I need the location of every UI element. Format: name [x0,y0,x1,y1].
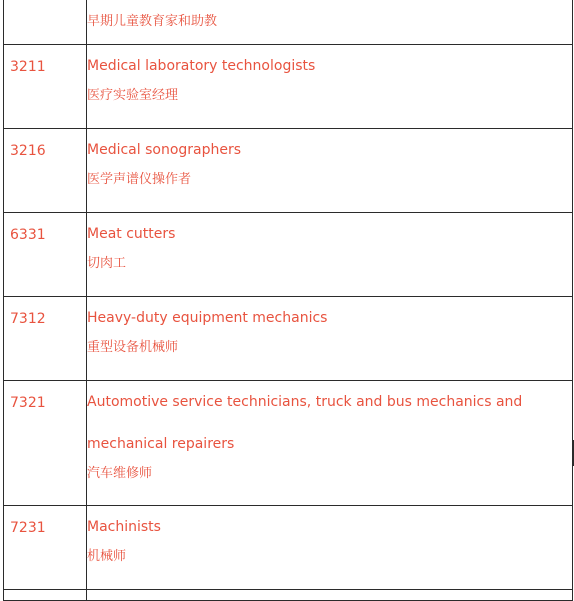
table-row [4,590,573,601]
noc-code-cell [4,590,87,601]
occupation-chinese: 汽车维修师 [87,466,153,481]
occupation-chinese: 重型设备机械师 [87,340,179,355]
occupation-chinese: 医学声谱仪操作者 [87,172,192,187]
occupation-english: Medical laboratory technologists [87,58,316,74]
noc-code-cell [4,129,87,213]
occupation-english: Medical sonographers [87,142,242,158]
occupation-english: Meat cutters [87,226,176,242]
occupation-english: Automotive service technicians, truck and bus mechanics and mechanical repairers [87,394,523,452]
table-row [4,381,573,506]
occupation-chinese: 机械师 [87,549,127,564]
occupation-cell [87,213,573,297]
noc-code-cell [4,45,87,129]
noc-code-cell [4,297,87,381]
table-row [4,45,573,129]
noc-code-cell [4,0,87,45]
table-row [4,506,573,590]
noc-code: 7231 [10,520,46,536]
noc-code: 7312 [10,311,46,327]
noc-code: 3216 [10,143,46,159]
occupation-cell [87,590,573,601]
table-row [4,297,573,381]
occupation-table [3,0,573,601]
occupation-cell [87,381,573,506]
table-row [4,213,573,297]
occupation-chinese: 早期儿童教育家和助教 [87,14,218,29]
noc-code-cell [4,381,87,506]
occupation-english: Machinists [87,519,161,535]
noc-code: 3211 [10,59,46,75]
noc-code-cell [4,506,87,590]
noc-code: 7321 [10,395,46,411]
occupation-english: Heavy-duty equipment mechanics [87,310,328,326]
occupation-cell [87,45,573,129]
noc-code: 6331 [10,227,46,243]
table-row [4,129,573,213]
occupation-chinese: 医疗实验室经理 [87,88,179,103]
occupation-cell [87,506,573,590]
occupation-cell [87,297,573,381]
occupation-cell [87,129,573,213]
occupation-chinese: 切肉工 [87,256,127,271]
noc-code-cell [4,213,87,297]
